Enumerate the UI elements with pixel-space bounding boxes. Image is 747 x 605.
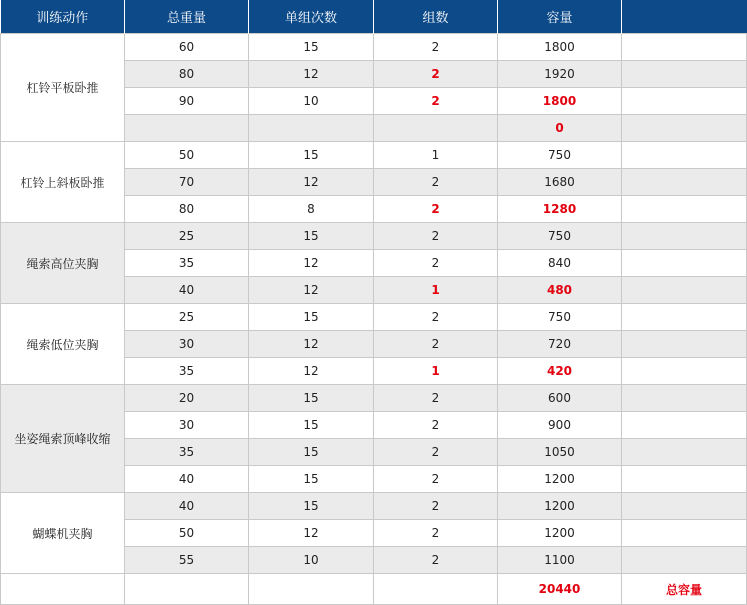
weight-cell[interactable]: 50 xyxy=(125,520,249,547)
total-volume-label[interactable]: 总容量 xyxy=(622,574,747,605)
extra-cell[interactable] xyxy=(622,61,747,88)
reps-cell[interactable]: 12 xyxy=(249,250,374,277)
exercise-name-cell[interactable]: 蝴蝶机夹胸 xyxy=(1,493,125,574)
volume-cell[interactable]: 1800 xyxy=(498,34,622,61)
weight-cell[interactable]: 55 xyxy=(125,547,249,574)
volume-cell[interactable]: 1280 xyxy=(498,196,622,223)
volume-cell[interactable]: 750 xyxy=(498,142,622,169)
reps-cell[interactable]: 15 xyxy=(249,466,374,493)
sets-cell[interactable]: 2 xyxy=(374,223,498,250)
weight-cell[interactable]: 60 xyxy=(125,34,249,61)
extra-cell[interactable] xyxy=(622,385,747,412)
extra-cell[interactable] xyxy=(622,547,747,574)
sets-cell[interactable]: 2 xyxy=(374,331,498,358)
reps-cell[interactable]: 12 xyxy=(249,61,374,88)
weight-cell[interactable]: 25 xyxy=(125,304,249,331)
extra-cell[interactable] xyxy=(622,439,747,466)
weight-cell[interactable]: 35 xyxy=(125,358,249,385)
weight-cell[interactable]: 35 xyxy=(125,439,249,466)
sets-cell[interactable]: 1 xyxy=(374,277,498,304)
sets-cell[interactable]: 1 xyxy=(374,142,498,169)
volume-cell[interactable]: 1200 xyxy=(498,466,622,493)
exercise-name-cell[interactable]: 杠铃上斜板卧推 xyxy=(1,142,125,223)
volume-cell[interactable]: 840 xyxy=(498,250,622,277)
weight-cell[interactable]: 25 xyxy=(125,223,249,250)
sets-cell[interactable]: 1 xyxy=(374,358,498,385)
reps-cell[interactable]: 12 xyxy=(249,331,374,358)
total-cell-empty[interactable] xyxy=(374,574,498,605)
reps-cell[interactable]: 15 xyxy=(249,439,374,466)
sets-cell[interactable]: 2 xyxy=(374,196,498,223)
header-extra[interactable] xyxy=(622,0,747,34)
sets-cell[interactable]: 2 xyxy=(374,466,498,493)
extra-cell[interactable] xyxy=(622,466,747,493)
volume-cell[interactable]: 480 xyxy=(498,277,622,304)
weight-cell[interactable]: 40 xyxy=(125,277,249,304)
reps-cell[interactable]: 15 xyxy=(249,34,374,61)
reps-cell[interactable]: 12 xyxy=(249,520,374,547)
sets-cell[interactable]: 2 xyxy=(374,439,498,466)
sets-cell[interactable]: 2 xyxy=(374,88,498,115)
extra-cell[interactable] xyxy=(622,142,747,169)
table-body xyxy=(1,34,747,574)
volume-cell[interactable]: 420 xyxy=(498,358,622,385)
extra-cell[interactable] xyxy=(622,34,747,61)
total-cell-empty[interactable] xyxy=(249,574,374,605)
volume-cell[interactable]: 750 xyxy=(498,223,622,250)
volume-cell[interactable]: 0 xyxy=(498,115,622,142)
header-exercise[interactable]: 训练动作 xyxy=(1,0,125,34)
reps-cell[interactable]: 12 xyxy=(249,169,374,196)
table-row xyxy=(1,142,747,169)
sets-cell[interactable]: 2 xyxy=(374,412,498,439)
reps-cell[interactable]: 12 xyxy=(249,277,374,304)
sets-cell[interactable]: 2 xyxy=(374,169,498,196)
weight-cell[interactable]: 90 xyxy=(125,88,249,115)
total-cell-empty[interactable] xyxy=(125,574,249,605)
volume-cell[interactable]: 1050 xyxy=(498,439,622,466)
volume-cell[interactable]: 900 xyxy=(498,412,622,439)
total-cell-empty[interactable] xyxy=(1,574,125,605)
reps-cell[interactable]: 15 xyxy=(249,385,374,412)
volume-cell[interactable]: 1200 xyxy=(498,493,622,520)
volume-cell[interactable]: 1680 xyxy=(498,169,622,196)
table-row xyxy=(1,223,747,250)
header-total-weight[interactable]: 总重量 xyxy=(125,0,249,34)
sets-cell[interactable]: 2 xyxy=(374,34,498,61)
extra-cell[interactable] xyxy=(622,520,747,547)
exercise-name-cell[interactable]: 坐姿绳索顶峰收缩 xyxy=(1,385,125,493)
table-row xyxy=(1,304,747,331)
table-row xyxy=(1,34,747,61)
total-row xyxy=(1,574,747,605)
volume-cell[interactable]: 1920 xyxy=(498,61,622,88)
volume-cell[interactable]: 1800 xyxy=(498,88,622,115)
sets-cell[interactable]: 2 xyxy=(374,304,498,331)
volume-cell[interactable]: 1200 xyxy=(498,520,622,547)
extra-cell[interactable] xyxy=(622,412,747,439)
exercise-name-cell[interactable]: 杠铃平板卧推 xyxy=(1,34,125,142)
sets-cell[interactable]: 2 xyxy=(374,385,498,412)
reps-cell[interactable]: 15 xyxy=(249,142,374,169)
reps-cell[interactable] xyxy=(249,115,374,142)
weight-cell[interactable]: 30 xyxy=(125,331,249,358)
sets-cell[interactable] xyxy=(374,115,498,142)
weight-cell[interactable]: 40 xyxy=(125,493,249,520)
header-sets[interactable]: 组数 xyxy=(374,0,498,34)
weight-cell[interactable]: 35 xyxy=(125,250,249,277)
total-volume-value[interactable]: 20440 xyxy=(498,574,622,605)
table-row xyxy=(1,493,747,520)
volume-cell[interactable]: 720 xyxy=(498,331,622,358)
weight-cell[interactable]: 80 xyxy=(125,196,249,223)
reps-cell[interactable]: 12 xyxy=(249,358,374,385)
weight-cell[interactable]: 20 xyxy=(125,385,249,412)
extra-cell[interactable] xyxy=(622,277,747,304)
reps-cell[interactable]: 10 xyxy=(249,88,374,115)
weight-cell[interactable] xyxy=(125,115,249,142)
exercise-name-cell[interactable]: 绳索低位夹胸 xyxy=(1,304,125,385)
volume-cell[interactable]: 750 xyxy=(498,304,622,331)
weight-cell[interactable]: 80 xyxy=(125,61,249,88)
sets-cell[interactable]: 2 xyxy=(374,493,498,520)
extra-cell[interactable] xyxy=(622,223,747,250)
reps-cell[interactable]: 8 xyxy=(249,196,374,223)
weight-cell[interactable]: 40 xyxy=(125,466,249,493)
header-row xyxy=(1,0,747,34)
sets-cell[interactable]: 2 xyxy=(374,547,498,574)
extra-cell[interactable] xyxy=(622,88,747,115)
extra-cell[interactable] xyxy=(622,250,747,277)
reps-cell[interactable]: 15 xyxy=(249,493,374,520)
table-row xyxy=(1,385,747,412)
extra-cell[interactable] xyxy=(622,358,747,385)
reps-cell[interactable]: 15 xyxy=(249,304,374,331)
extra-cell[interactable] xyxy=(622,331,747,358)
volume-cell[interactable]: 1100 xyxy=(498,547,622,574)
sets-cell[interactable]: 2 xyxy=(374,61,498,88)
header-volume[interactable]: 容量 xyxy=(498,0,622,34)
sets-cell[interactable]: 2 xyxy=(374,520,498,547)
weight-cell[interactable]: 50 xyxy=(125,142,249,169)
reps-cell[interactable]: 10 xyxy=(249,547,374,574)
extra-cell[interactable] xyxy=(622,196,747,223)
reps-cell[interactable]: 15 xyxy=(249,223,374,250)
sets-cell[interactable]: 2 xyxy=(374,250,498,277)
weight-cell[interactable]: 30 xyxy=(125,412,249,439)
exercise-name-cell[interactable]: 绳索高位夹胸 xyxy=(1,223,125,304)
extra-cell[interactable] xyxy=(622,115,747,142)
volume-cell[interactable]: 600 xyxy=(498,385,622,412)
reps-cell[interactable]: 15 xyxy=(249,412,374,439)
header-reps-per-set[interactable]: 单组次数 xyxy=(249,0,374,34)
extra-cell[interactable] xyxy=(622,493,747,520)
extra-cell[interactable] xyxy=(622,304,747,331)
weight-cell[interactable]: 70 xyxy=(125,169,249,196)
extra-cell[interactable] xyxy=(622,169,747,196)
